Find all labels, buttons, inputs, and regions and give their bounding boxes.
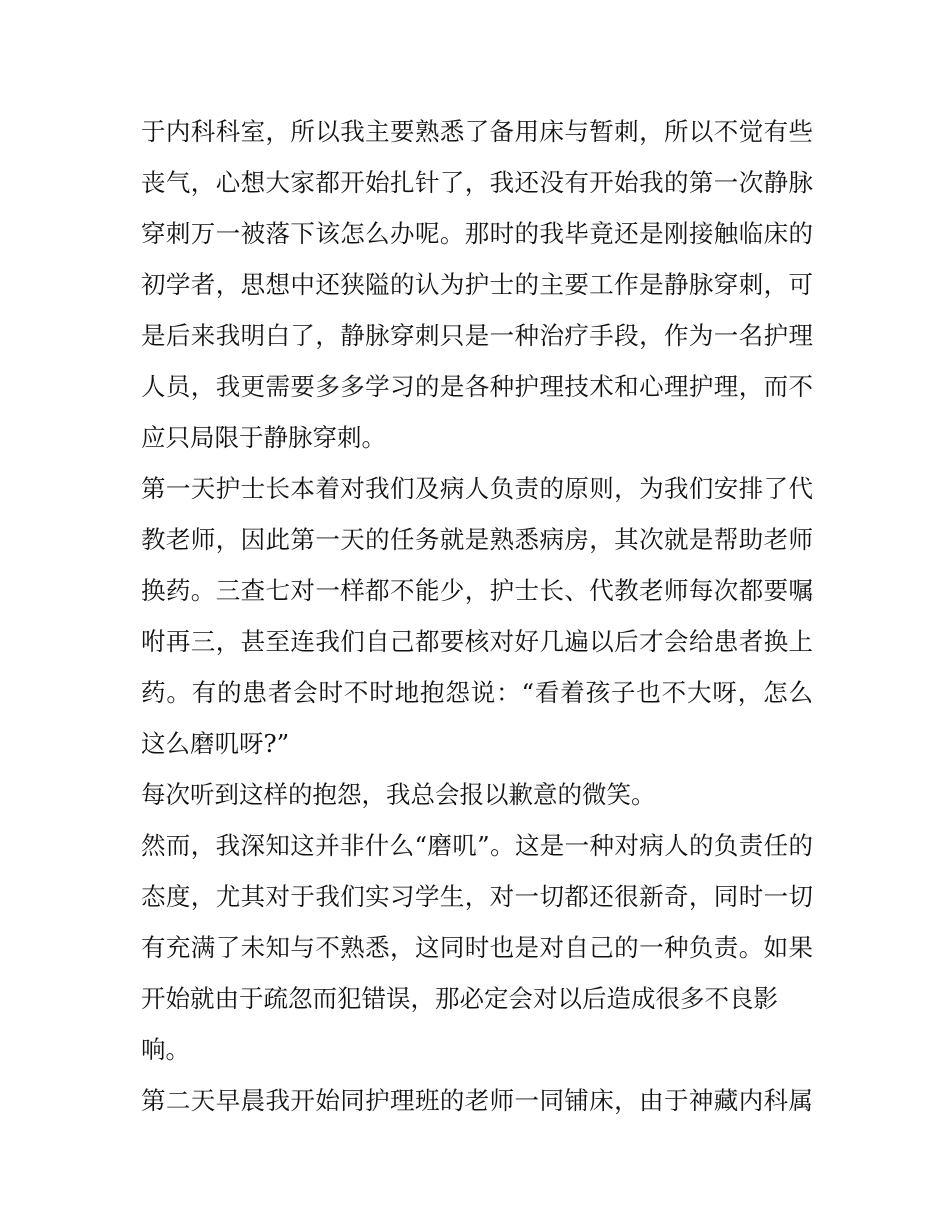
document-body — [141, 106, 813, 1126]
text-line: 每次听到这样的抱怨，我总会报以歉意的微笑。 — [141, 780, 656, 809]
text-line: 药。有的患者会时不时地抱怨说：“看着孩子也不大呀，怎么 — [141, 678, 813, 707]
text-line: 于内科科室，所以我主要熟悉了备用床与暂刺，所以不觉有些 — [141, 117, 813, 146]
text-line: 咐再三，甚至连我们自己都要核对好几遍以后才会给患者换上 — [141, 627, 813, 656]
text-line: 丧气，心想大家都开始扎针了，我还没有开始我的第一次静脉 — [141, 168, 813, 197]
text-line: 是后来我明白了，静脉穿刺只是一种治疗手段，作为一名护理 — [141, 321, 813, 350]
text-line: 教老师，因此第一天的任务就是熟悉病房，其次就是帮助老师 — [141, 525, 813, 554]
text-line: 然而，我深知这并非什么“磨叽”。这是一种对病人的负责任的 — [141, 831, 813, 860]
text-line: 穿刺万一被落下该怎么办呢。那时的我毕竟还是刚接触临床的 — [141, 219, 813, 248]
text-line: 态度，尤其对于我们实习学生，对一切都还很新奇，同时一切 — [141, 882, 813, 911]
text-line: 应只局限于静脉穿刺。 — [141, 423, 386, 452]
text-line: 初学者，思想中还狭隘的认为护士的主要工作是静脉穿刺，可 — [141, 270, 813, 299]
text-line: 第一天护士长本着对我们及病人负责的原则，为我们安排了代 — [141, 474, 813, 503]
text-line: 这么磨叽呀?” — [141, 729, 290, 758]
text-line: 换药。三查七对一样都不能少，护士长、代教老师每次都要嘱 — [141, 576, 813, 605]
text-line: 开始就由于疏忽而犯错误，那必定会对以后造成很多不良影 — [141, 984, 778, 1013]
text-line: 有充满了未知与不熟悉，这同时也是对自己的一种负责。如果 — [141, 933, 813, 962]
text-line: 第二天早晨我开始同护理班的老师一同铺床，由于神藏内科属 — [141, 1086, 813, 1115]
text-line: 响。 — [141, 1035, 190, 1064]
text-line: 人员，我更需要多多学习的是各种护理技术和心理护理，而不 — [141, 372, 813, 401]
